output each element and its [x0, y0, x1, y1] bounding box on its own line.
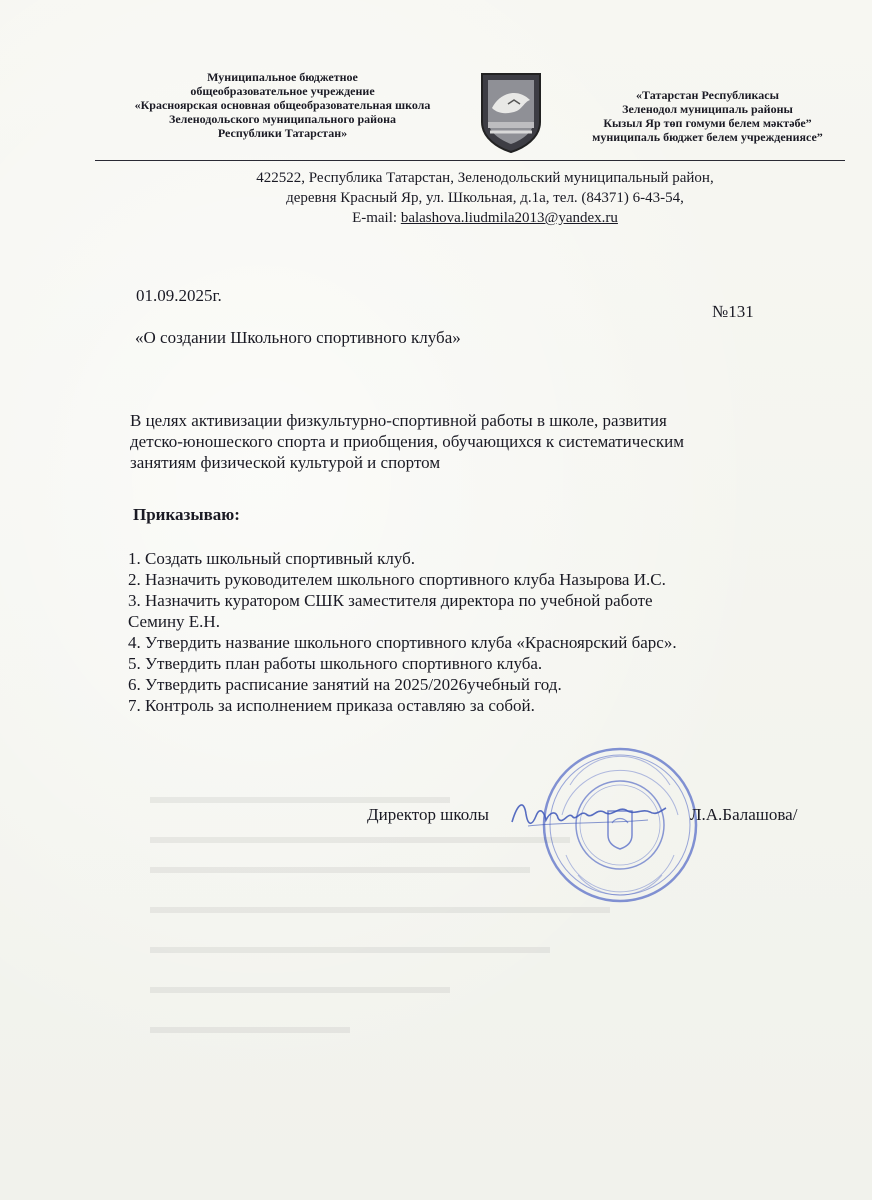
letterhead-right-line: «Татарстан Республикасы — [636, 88, 779, 102]
letterhead-right-line: Зеленодол муниципаль районы — [622, 102, 793, 116]
order-item: 5. Утвердить план работы школьного спортивного клуба. — [128, 654, 543, 673]
email-line — [160, 208, 810, 228]
order-item: 3. Назначить куратором СШК заместителя директора по учебной работе — [128, 591, 653, 610]
letterhead-right-line: Кызыл Яр төп гомуми белем мәктәбе” — [603, 116, 812, 130]
letterhead-left-line: Зеленодольского муниципального района — [168, 112, 396, 126]
order-preamble — [130, 410, 820, 473]
email-label: E-mail: — [352, 210, 401, 226]
signer-name: Л.А.Балашова/ — [690, 805, 798, 824]
letterhead-left-line: Республики Татарстан» — [217, 126, 348, 140]
letterhead-divider — [95, 160, 845, 161]
order-item: 6. Утвердить расписание занятий на 2025/2026учебный год. — [128, 675, 562, 694]
order-items — [128, 548, 828, 716]
order-item: 7. Контроль за исполнением приказа оставляю за собой. — [128, 696, 535, 715]
letterhead-left-line: Муниципальное бюджетное — [207, 70, 358, 84]
letterhead-left — [100, 70, 465, 140]
order-title: «О создании Школьного спортивного клуба» — [135, 328, 461, 347]
letterhead-right-line: муниципаль бюджет белем учреждениясе” — [592, 130, 823, 144]
order-heading: Приказываю: — [133, 505, 240, 524]
preamble-line: занятиям физической культурой и спортом — [130, 453, 441, 472]
preamble-line: детско-юношеского спорта и приобщения, обучающихся к систематическим — [130, 432, 684, 451]
letterhead-left-line: «Красноярская основная общеобразовательная школа — [134, 98, 431, 112]
order-item: Семину Е.Н. — [128, 612, 220, 631]
address-block — [160, 168, 810, 228]
letterhead-right — [565, 88, 850, 144]
paper-bleed-through — [150, 760, 710, 1060]
address-line: 422522, Республика Татарстан, Зеленодольский муниципальный район, — [256, 170, 714, 186]
order-item: 2. Назначить руководителем школьного спортивного клуба Назырова И.С. — [128, 570, 666, 589]
email-link[interactable]: balashova.liudmila2013@yandex.ru — [400, 210, 618, 226]
address-line: деревня Красный Яр, ул. Школьная, д.1а, тел. (84371) 6-43-54, — [286, 190, 684, 206]
letterhead-left-line: общеобразовательное учреждение — [190, 84, 375, 98]
order-item: 4. Утвердить название школьного спортивного клуба «Красноярский барс». — [128, 633, 677, 652]
order-date: 01.09.2025г. — [136, 286, 222, 305]
preamble-line: В целях активизации физкультурно-спортивной работы в школе, развития — [130, 411, 667, 430]
order-item: 1. Создать школьный спортивный клуб. — [128, 549, 416, 568]
order-number: №131 — [712, 302, 754, 321]
coat-of-arms-icon — [478, 70, 544, 154]
signature-label: Директор школы — [367, 805, 489, 824]
